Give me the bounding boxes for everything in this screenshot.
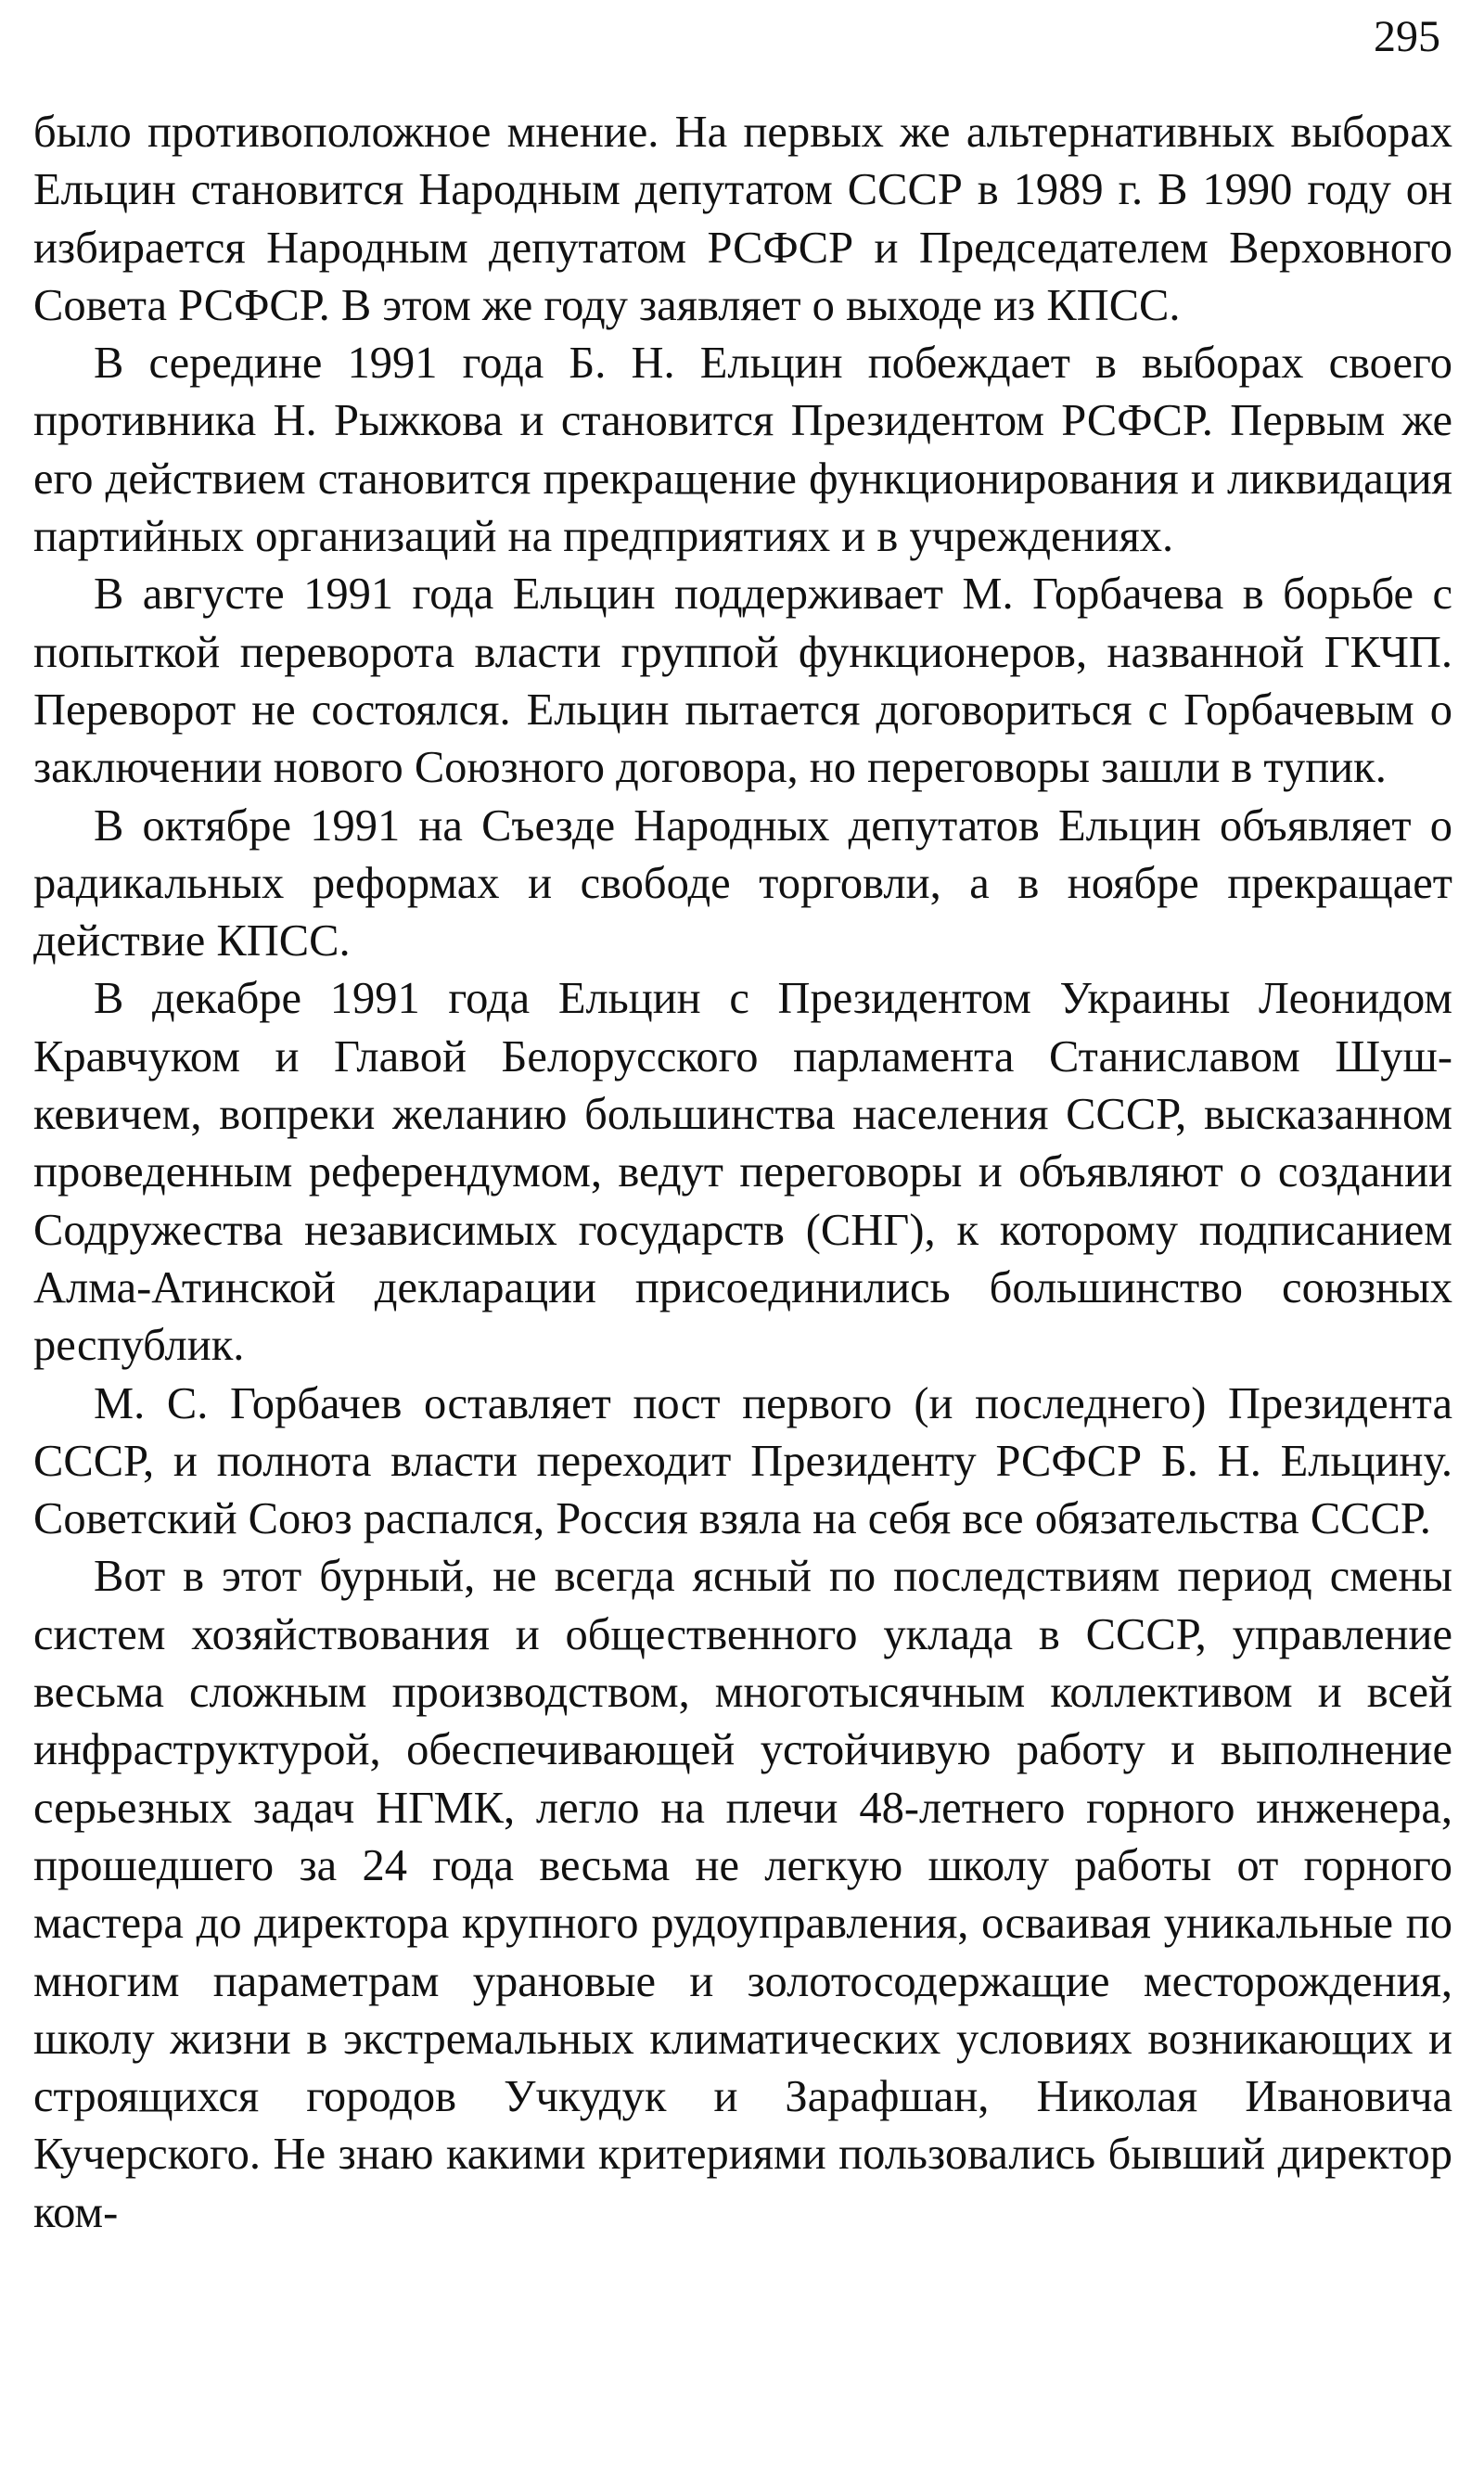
paragraph-1: было противоположное мнение. На первых же альтернативных выборах Ельцин становится Народным депутатом СССР в 1989 г. В 1990 году он избирается Народным депутатом РСФСР и Председателем Верховного Совета РСФСР. В этом же году заявляет о выходе из КПСС. bbox=[33, 108, 1452, 330]
paragraph-3: В августе 1991 года Ельцин поддерживает М. Горбачева в борьбе с попыткой переворота власти группой функционеров, названной ГКЧП. Переворот не состоялся. Ельцин пытается договориться с Горбачевым о заключении нового Союзного договора, но переговоры зашли в тупик. bbox=[33, 570, 1452, 793]
paragraph-2: В середине 1991 года Б. Н. Ельцин побеждает в выборах своего противника Н. Рыжкова и становится Президентом РСФСР. Первым же его действием становится прекращение функционирования и ликвидация партийных организаций на предприятиях и в учреждениях. bbox=[33, 339, 1452, 562]
paragraph-4: В октябре 1991 на Съезде Народных депутатов Ельцин объявляет о радикальных реформах и свободе торговли, а в ноябре прекращает действие КПСС. bbox=[33, 800, 1452, 966]
paragraph-5: В декабре 1991 года Ельцин с Президентом Украины Леонидом Кравчуком и Главой Белорусского парламента Станиславом Шушкевичем, вопреки желанию большинства населения СССР, высказанном проведенным референдумом, ведут переговоры и объявляют о создании Содружества независимых государств (СНГ), к которому подписанием Алма-Атинской декларации присоединились большинство союзных республик. bbox=[33, 974, 1452, 1371]
body-text bbox=[33, 104, 1452, 2242]
page-number: 295 bbox=[1374, 12, 1440, 61]
paragraph-7: Вот в этот бурный, не всегда ясный по последствиям период смены систем хозяйствования и общественного уклада в СССР, управление весьма сложным производством, многотысячным коллективом и всей инфраструктурой, обеспечивающей устойчивую работу и выполнение серьезных задач НГМК, легло на плечи 48-летнего горного инженера, прошедшего за 24 года весьма не легкую школу работы от горного мастера до директора крупного рудоуправления, осваивая уникальные по многим параметрам урановые и золотосодержащие месторождения, школу жизни в экстремальных климатических условиях возникающих и строящихся городов Учкудук и Зарафшан, Николая Ивановича Кучерского. Не знаю какими критериями пользовались бывший директор ком- bbox=[33, 1552, 1452, 2237]
paragraph-6: М. С. Горбачев оставляет пост первого (и последнего) Президента СССР, и полнота власти переходит Президенту РСФСР Б. Н. Ельцину. Советский Союз распался, Россия взяла на себя все обязательства СССР. bbox=[33, 1378, 1452, 1544]
